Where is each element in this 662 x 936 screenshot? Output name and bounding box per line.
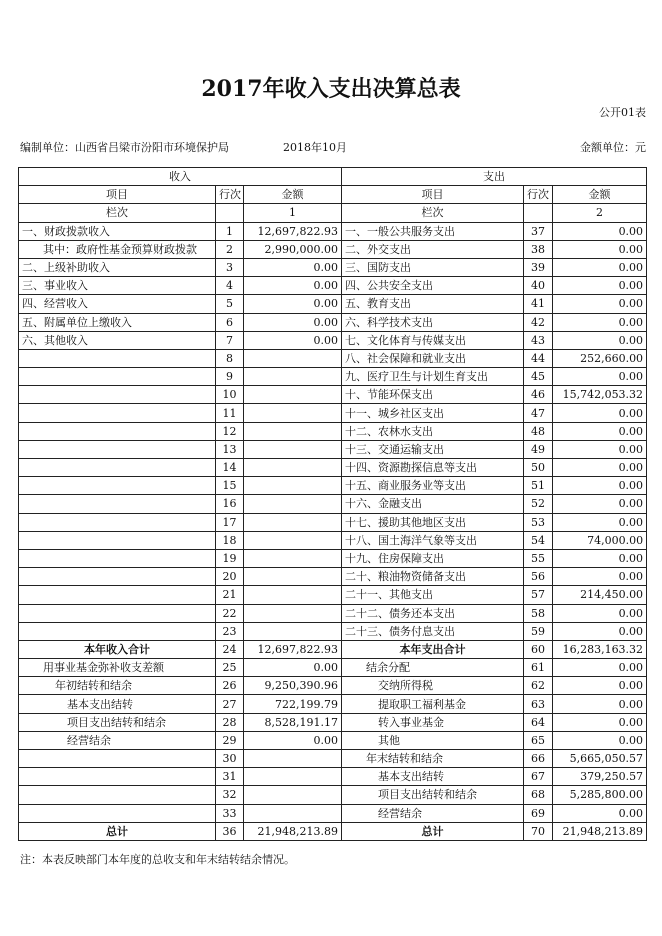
income-row-no: 3 bbox=[216, 258, 244, 276]
expense-item: 经营结余 bbox=[342, 804, 524, 822]
income-row-no: 12 bbox=[216, 422, 244, 440]
expense-amount: 0.00 bbox=[553, 731, 647, 749]
expense-item: 项目支出结转和结余 bbox=[342, 786, 524, 804]
income-amount: 0.00 bbox=[244, 277, 342, 295]
expense-item: 二、外交支出 bbox=[342, 240, 524, 258]
expense-row-no: 41 bbox=[524, 295, 553, 313]
expense-item: 二十三、债务付息支出 bbox=[342, 622, 524, 640]
income-item bbox=[19, 622, 216, 640]
income-amount bbox=[244, 404, 342, 422]
income-row-no: 22 bbox=[216, 604, 244, 622]
expense-amount: 0.00 bbox=[553, 295, 647, 313]
expense-row-no: 52 bbox=[524, 495, 553, 513]
expense-item: 十、节能环保支出 bbox=[342, 386, 524, 404]
table-row bbox=[19, 459, 647, 477]
expense-item: 二十、粮油物资储备支出 bbox=[342, 568, 524, 586]
expense-amount: 252,660.00 bbox=[553, 349, 647, 367]
table-row bbox=[19, 222, 647, 240]
income-row-no: 16 bbox=[216, 495, 244, 513]
expense-row-no: 51 bbox=[524, 477, 553, 495]
income-amount: 0.00 bbox=[244, 295, 342, 313]
expense-amount: 0.00 bbox=[553, 659, 647, 677]
expense-row-no: 46 bbox=[524, 386, 553, 404]
expense-item: 五、教育支出 bbox=[342, 295, 524, 313]
income-column-label: 栏次 bbox=[19, 204, 216, 222]
expense-amount: 0.00 bbox=[553, 622, 647, 640]
income-column-label-blank bbox=[216, 204, 244, 222]
income-row-no: 19 bbox=[216, 549, 244, 567]
table-row bbox=[19, 731, 647, 749]
income-row-no: 9 bbox=[216, 368, 244, 386]
expense-amount: 0.00 bbox=[553, 422, 647, 440]
income-row-no: 8 bbox=[216, 349, 244, 367]
table-row bbox=[19, 495, 647, 513]
expense-amount: 21,948,213.89 bbox=[553, 822, 647, 840]
table-row bbox=[19, 786, 647, 804]
expense-item: 提取职工福利基金 bbox=[342, 695, 524, 713]
expense-item: 十三、交通运输支出 bbox=[342, 440, 524, 458]
income-item bbox=[19, 531, 216, 549]
table-row bbox=[19, 695, 647, 713]
income-item bbox=[19, 604, 216, 622]
income-item: 三、事业收入 bbox=[19, 277, 216, 295]
expense-column-label: 栏次 bbox=[342, 204, 524, 222]
report-date: 2018年10月 bbox=[283, 141, 347, 154]
expense-item: 转入事业基金 bbox=[342, 713, 524, 731]
table-row bbox=[19, 295, 647, 313]
expense-row-no: 61 bbox=[524, 659, 553, 677]
expense-amount: 0.00 bbox=[553, 804, 647, 822]
table-row bbox=[19, 313, 647, 331]
income-item bbox=[19, 586, 216, 604]
table-row bbox=[19, 622, 647, 640]
table-row bbox=[19, 713, 647, 731]
expense-row-no-header: 行次 bbox=[524, 186, 553, 204]
income-row-no: 20 bbox=[216, 568, 244, 586]
income-item bbox=[19, 368, 216, 386]
table-row bbox=[19, 549, 647, 567]
expense-item: 十五、商业服务业等支出 bbox=[342, 477, 524, 495]
expense-row-no: 47 bbox=[524, 404, 553, 422]
income-item: 二、上级补助收入 bbox=[19, 258, 216, 276]
table-row bbox=[19, 277, 647, 295]
expense-amount: 0.00 bbox=[553, 240, 647, 258]
table-row bbox=[19, 586, 647, 604]
income-item bbox=[19, 422, 216, 440]
income-item bbox=[19, 459, 216, 477]
expense-item: 二十二、债务还本支出 bbox=[342, 604, 524, 622]
expense-row-no: 40 bbox=[524, 277, 553, 295]
income-amount bbox=[244, 422, 342, 440]
income-amount: 9,250,390.96 bbox=[244, 677, 342, 695]
income-item: 一、财政拨款收入 bbox=[19, 222, 216, 240]
expense-row-no: 55 bbox=[524, 549, 553, 567]
expense-row-no: 39 bbox=[524, 258, 553, 276]
expense-row-no: 60 bbox=[524, 640, 553, 658]
expense-header: 支出 bbox=[342, 168, 647, 186]
income-row-no: 23 bbox=[216, 622, 244, 640]
expense-row-no: 63 bbox=[524, 695, 553, 713]
income-header: 收入 bbox=[19, 168, 342, 186]
income-amount bbox=[244, 750, 342, 768]
income-row-no: 5 bbox=[216, 295, 244, 313]
table-row bbox=[19, 804, 647, 822]
income-row-no: 32 bbox=[216, 786, 244, 804]
expense-item: 一、一般公共服务支出 bbox=[342, 222, 524, 240]
income-item: 五、附属单位上缴收入 bbox=[19, 313, 216, 331]
income-amount: 0.00 bbox=[244, 313, 342, 331]
page-title: 2017年收入支出决算总表 bbox=[201, 76, 461, 102]
expense-amount: 0.00 bbox=[553, 277, 647, 295]
expense-amount: 5,285,800.00 bbox=[553, 786, 647, 804]
expense-item: 十九、住房保障支出 bbox=[342, 549, 524, 567]
expense-item: 三、国防支出 bbox=[342, 258, 524, 276]
income-row-no: 2 bbox=[216, 240, 244, 258]
expense-row-no: 70 bbox=[524, 822, 553, 840]
expense-row-no: 49 bbox=[524, 440, 553, 458]
expense-amount: 0.00 bbox=[553, 222, 647, 240]
expense-amount: 0.00 bbox=[553, 404, 647, 422]
expense-row-no: 43 bbox=[524, 331, 553, 349]
income-row-no: 26 bbox=[216, 677, 244, 695]
expense-row-no: 50 bbox=[524, 459, 553, 477]
expense-amount: 0.00 bbox=[553, 549, 647, 567]
income-row-no: 17 bbox=[216, 513, 244, 531]
expense-amount: 0.00 bbox=[553, 459, 647, 477]
income-row-no: 30 bbox=[216, 750, 244, 768]
income-amount bbox=[244, 386, 342, 404]
income-row-no: 15 bbox=[216, 477, 244, 495]
expense-amount: 379,250.57 bbox=[553, 768, 647, 786]
expense-item-header: 项目 bbox=[342, 186, 524, 204]
expense-item: 六、科学技术支出 bbox=[342, 313, 524, 331]
expense-column-number: 2 bbox=[553, 204, 647, 222]
expense-amount: 0.00 bbox=[553, 440, 647, 458]
income-amount: 0.00 bbox=[244, 331, 342, 349]
expense-item: 基本支出结转 bbox=[342, 768, 524, 786]
table-row bbox=[19, 477, 647, 495]
expense-amount: 0.00 bbox=[553, 313, 647, 331]
income-item: 项目支出结转和结余 bbox=[19, 713, 216, 731]
expense-row-no: 48 bbox=[524, 422, 553, 440]
income-item bbox=[19, 513, 216, 531]
table-row bbox=[19, 513, 647, 531]
table-row bbox=[19, 368, 647, 386]
expense-row-no: 54 bbox=[524, 531, 553, 549]
income-row-no-header: 行次 bbox=[216, 186, 244, 204]
income-item bbox=[19, 750, 216, 768]
income-row-no: 18 bbox=[216, 531, 244, 549]
income-row-no: 13 bbox=[216, 440, 244, 458]
footnote: 注：本表反映部门本年度的总收支和年末结转结余情况。 bbox=[20, 853, 295, 866]
income-row-no: 6 bbox=[216, 313, 244, 331]
table-row bbox=[19, 659, 647, 677]
expense-row-no: 44 bbox=[524, 349, 553, 367]
table-row bbox=[19, 640, 647, 658]
expense-item: 十二、农林水支出 bbox=[342, 422, 524, 440]
income-amount: 0.00 bbox=[244, 731, 342, 749]
table-row bbox=[19, 750, 647, 768]
income-amount bbox=[244, 349, 342, 367]
income-row-no: 21 bbox=[216, 586, 244, 604]
expense-row-no: 62 bbox=[524, 677, 553, 695]
expense-row-no: 45 bbox=[524, 368, 553, 386]
currency-unit: 金额单位：元 bbox=[580, 141, 646, 154]
compiling-unit: 编制单位：山西省吕梁市汾阳市环境保护局 bbox=[20, 141, 229, 154]
expense-item: 结余分配 bbox=[342, 659, 524, 677]
expense-item: 十六、金融支出 bbox=[342, 495, 524, 513]
income-amount-header: 金额 bbox=[244, 186, 342, 204]
expense-amount: 16,283,163.32 bbox=[553, 640, 647, 658]
income-row-no: 31 bbox=[216, 768, 244, 786]
expense-row-no: 53 bbox=[524, 513, 553, 531]
income-row-no: 4 bbox=[216, 277, 244, 295]
income-row-no: 14 bbox=[216, 459, 244, 477]
income-amount bbox=[244, 786, 342, 804]
expense-amount-header: 金额 bbox=[553, 186, 647, 204]
income-item bbox=[19, 804, 216, 822]
expense-row-no: 58 bbox=[524, 604, 553, 622]
income-row-no: 24 bbox=[216, 640, 244, 658]
column-index-row bbox=[19, 204, 647, 222]
income-item: 经营结余 bbox=[19, 731, 216, 749]
expense-amount: 15,742,053.32 bbox=[553, 386, 647, 404]
expense-item: 其他 bbox=[342, 731, 524, 749]
table-row bbox=[19, 386, 647, 404]
income-amount: 0.00 bbox=[244, 659, 342, 677]
income-row-no: 1 bbox=[216, 222, 244, 240]
expense-amount: 0.00 bbox=[553, 713, 647, 731]
expense-amount: 0.00 bbox=[553, 695, 647, 713]
income-row-no: 25 bbox=[216, 659, 244, 677]
table-row bbox=[19, 568, 647, 586]
expense-amount: 5,665,050.57 bbox=[553, 750, 647, 768]
expense-item: 八、社会保障和就业支出 bbox=[342, 349, 524, 367]
table-row bbox=[19, 440, 647, 458]
income-item bbox=[19, 495, 216, 513]
table-row bbox=[19, 768, 647, 786]
table-row bbox=[19, 331, 647, 349]
income-amount: 2,990,000.00 bbox=[244, 240, 342, 258]
income-column-number: 1 bbox=[244, 204, 342, 222]
income-amount bbox=[244, 368, 342, 386]
income-row-no: 28 bbox=[216, 713, 244, 731]
income-item bbox=[19, 568, 216, 586]
expense-item: 十七、援助其他地区支出 bbox=[342, 513, 524, 531]
income-item bbox=[19, 549, 216, 567]
income-amount: 0.00 bbox=[244, 258, 342, 276]
expense-row-no: 57 bbox=[524, 586, 553, 604]
income-row-no: 7 bbox=[216, 331, 244, 349]
income-amount bbox=[244, 768, 342, 786]
expense-row-no: 69 bbox=[524, 804, 553, 822]
column-header-row bbox=[19, 186, 647, 204]
income-amount bbox=[244, 622, 342, 640]
expense-item: 年末结转和结余 bbox=[342, 750, 524, 768]
expense-amount: 0.00 bbox=[553, 568, 647, 586]
income-item bbox=[19, 349, 216, 367]
expense-item: 十八、国土海洋气象等支出 bbox=[342, 531, 524, 549]
income-amount bbox=[244, 477, 342, 495]
income-item: 四、经营收入 bbox=[19, 295, 216, 313]
table-row bbox=[19, 422, 647, 440]
income-amount bbox=[244, 531, 342, 549]
table-row bbox=[19, 822, 647, 840]
income-row-no: 29 bbox=[216, 731, 244, 749]
income-row-no: 33 bbox=[216, 804, 244, 822]
income-item: 基本支出结转 bbox=[19, 695, 216, 713]
income-item bbox=[19, 440, 216, 458]
expense-amount: 0.00 bbox=[553, 368, 647, 386]
table-row bbox=[19, 258, 647, 276]
income-amount bbox=[244, 604, 342, 622]
expense-row-no: 64 bbox=[524, 713, 553, 731]
expense-amount: 0.00 bbox=[553, 477, 647, 495]
expense-row-no: 59 bbox=[524, 622, 553, 640]
income-item: 用事业基金弥补收支差额 bbox=[19, 659, 216, 677]
expense-item: 总计 bbox=[342, 822, 524, 840]
table-row bbox=[19, 240, 647, 258]
expense-column-label-blank bbox=[524, 204, 553, 222]
expense-row-no: 38 bbox=[524, 240, 553, 258]
income-amount bbox=[244, 568, 342, 586]
expense-item: 交纳所得税 bbox=[342, 677, 524, 695]
expense-amount: 0.00 bbox=[553, 495, 647, 513]
income-amount: 722,199.79 bbox=[244, 695, 342, 713]
income-amount bbox=[244, 459, 342, 477]
income-amount: 12,697,822.93 bbox=[244, 222, 342, 240]
section-header-row bbox=[19, 168, 647, 186]
income-amount bbox=[244, 586, 342, 604]
expense-amount: 0.00 bbox=[553, 258, 647, 276]
income-item: 本年收入合计 bbox=[19, 640, 216, 658]
expense-amount: 0.00 bbox=[553, 604, 647, 622]
income-amount bbox=[244, 495, 342, 513]
expense-row-no: 67 bbox=[524, 768, 553, 786]
budget-table bbox=[18, 167, 647, 841]
expense-amount: 74,000.00 bbox=[553, 531, 647, 549]
income-amount bbox=[244, 804, 342, 822]
income-item: 六、其他收入 bbox=[19, 331, 216, 349]
expense-item: 二十一、其他支出 bbox=[342, 586, 524, 604]
expense-item: 十四、资源勘探信息等支出 bbox=[342, 459, 524, 477]
expense-amount: 0.00 bbox=[553, 513, 647, 531]
table-row bbox=[19, 531, 647, 549]
income-item: 年初结转和结余 bbox=[19, 677, 216, 695]
income-item bbox=[19, 477, 216, 495]
income-item bbox=[19, 768, 216, 786]
income-amount: 8,528,191.17 bbox=[244, 713, 342, 731]
expense-item: 四、公共安全支出 bbox=[342, 277, 524, 295]
income-amount bbox=[244, 513, 342, 531]
expense-row-no: 66 bbox=[524, 750, 553, 768]
income-item: 总计 bbox=[19, 822, 216, 840]
expense-amount: 0.00 bbox=[553, 331, 647, 349]
table-row bbox=[19, 349, 647, 367]
income-item: 其中：政府性基金预算财政拨款 bbox=[19, 240, 216, 258]
form-number: 公开01表 bbox=[599, 106, 646, 119]
expense-item: 本年支出合计 bbox=[342, 640, 524, 658]
expense-row-no: 42 bbox=[524, 313, 553, 331]
expense-row-no: 56 bbox=[524, 568, 553, 586]
expense-item: 九、医疗卫生与计划生育支出 bbox=[342, 368, 524, 386]
expense-row-no: 37 bbox=[524, 222, 553, 240]
expense-item: 十一、城乡社区支出 bbox=[342, 404, 524, 422]
income-amount: 21,948,213.89 bbox=[244, 822, 342, 840]
expense-row-no: 65 bbox=[524, 731, 553, 749]
income-amount: 12,697,822.93 bbox=[244, 640, 342, 658]
expense-row-no: 68 bbox=[524, 786, 553, 804]
table-row bbox=[19, 604, 647, 622]
income-item bbox=[19, 404, 216, 422]
income-amount bbox=[244, 440, 342, 458]
income-item bbox=[19, 386, 216, 404]
income-item bbox=[19, 786, 216, 804]
expense-amount: 214,450.00 bbox=[553, 586, 647, 604]
table-row bbox=[19, 677, 647, 695]
expense-amount: 0.00 bbox=[553, 677, 647, 695]
income-row-no: 36 bbox=[216, 822, 244, 840]
income-row-no: 11 bbox=[216, 404, 244, 422]
income-item-header: 项目 bbox=[19, 186, 216, 204]
expense-item: 七、文化体育与传媒支出 bbox=[342, 331, 524, 349]
income-amount bbox=[244, 549, 342, 567]
table-row bbox=[19, 404, 647, 422]
income-row-no: 10 bbox=[216, 386, 244, 404]
income-row-no: 27 bbox=[216, 695, 244, 713]
